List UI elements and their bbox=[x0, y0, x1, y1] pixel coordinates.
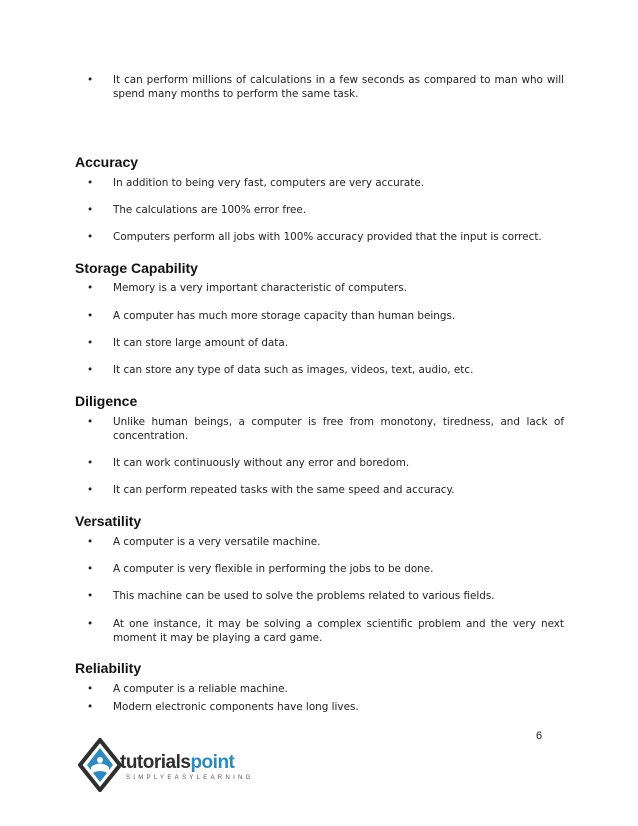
bullet-text: In addition to being very fast, computers are very accurate. bbox=[113, 177, 425, 189]
bullet-dot: • bbox=[87, 337, 94, 349]
bullet-text: It can work continuously without any error and boredom. bbox=[113, 457, 410, 469]
logo-wordmark: tutorialspoint bbox=[120, 752, 235, 773]
bullet-item bbox=[87, 176, 564, 190]
bullet-dot: • bbox=[87, 618, 94, 630]
bullet-text: The calculations are 100% error free. bbox=[113, 204, 307, 216]
bullet-text: A computer is very flexible in performing the jobs to be done. bbox=[113, 563, 434, 575]
bullet-dot: • bbox=[87, 416, 94, 428]
bullet-text: A computer is a reliable machine. bbox=[113, 683, 288, 695]
bullet-item bbox=[87, 203, 564, 217]
section-heading-storage-capability: Storage Capability bbox=[75, 260, 198, 276]
bullet-dot: • bbox=[87, 683, 94, 695]
bullet-text: Computers perform all jobs with 100% accuracy provided that the input is correct. bbox=[113, 231, 542, 243]
bullet-item bbox=[87, 682, 564, 696]
bullet-text: It can perform millions of calculations in a few seconds as compared to man who will spend many months to perform the same task. bbox=[113, 74, 564, 100]
bullet-text: A computer is a very versatile machine. bbox=[113, 536, 321, 548]
section-heading-versatility: Versatility bbox=[75, 513, 142, 529]
bullet-dot: • bbox=[87, 484, 94, 496]
bullet-dot: • bbox=[87, 590, 94, 602]
section-heading-reliability: Reliability bbox=[75, 660, 142, 676]
bullet-dot: • bbox=[87, 563, 94, 575]
bullet-dot: • bbox=[87, 231, 94, 243]
bullet-text: It can perform repeated tasks with the same speed and accuracy. bbox=[113, 484, 455, 496]
section-heading-diligence: Diligence bbox=[75, 393, 138, 409]
bullet-item bbox=[87, 415, 564, 443]
bullet-item bbox=[87, 73, 564, 101]
bullet-text: This machine can be used to solve the problems related to various fields. bbox=[113, 590, 495, 602]
bullet-item bbox=[87, 535, 564, 549]
bullet-dot: • bbox=[87, 364, 94, 376]
tutorialspoint-logo bbox=[78, 738, 258, 796]
section-heading-accuracy: Accuracy bbox=[75, 154, 139, 170]
bullet-item bbox=[87, 700, 564, 714]
bullet-item bbox=[87, 483, 564, 497]
bullet-item bbox=[87, 562, 564, 576]
bullet-text: Memory is a very important characteristic of computers. bbox=[113, 282, 407, 294]
bullet-text: A computer has much more storage capacity than human beings. bbox=[113, 310, 456, 322]
page-number: 6 bbox=[536, 730, 543, 742]
bullet-item bbox=[87, 363, 564, 377]
bullet-dot: • bbox=[87, 204, 94, 216]
bullet-dot: • bbox=[87, 457, 94, 469]
bullet-item bbox=[87, 456, 564, 470]
bullet-text: It can store large amount of data. bbox=[113, 337, 289, 349]
bullet-dot: • bbox=[87, 701, 94, 713]
bullet-dot: • bbox=[87, 310, 94, 322]
bullet-dot: • bbox=[87, 74, 94, 86]
logo-tagline: SIMPLYEASYLEARNING bbox=[126, 775, 254, 781]
bullet-item bbox=[87, 230, 564, 244]
tutorialspoint-logo-icon bbox=[78, 738, 122, 792]
bullet-text: Modern electronic components have long lives. bbox=[113, 701, 359, 713]
bullet-text: It can store any type of data such as images, videos, text, audio, etc. bbox=[113, 364, 474, 376]
bullet-dot: • bbox=[87, 536, 94, 548]
bullet-dot: • bbox=[87, 282, 94, 294]
bullet-item bbox=[87, 309, 564, 323]
bullet-dot: • bbox=[87, 177, 94, 189]
bullet-item bbox=[87, 617, 564, 645]
bullet-item bbox=[87, 281, 564, 295]
bullet-text: Unlike human beings, a computer is free from monotony, tiredness, and lack of concentration. bbox=[113, 416, 564, 442]
bullet-item bbox=[87, 589, 564, 603]
bullet-item bbox=[87, 336, 564, 350]
bullet-text: At one instance, it may be solving a complex scientific problem and the very next moment it may be playing a card game. bbox=[113, 618, 564, 644]
